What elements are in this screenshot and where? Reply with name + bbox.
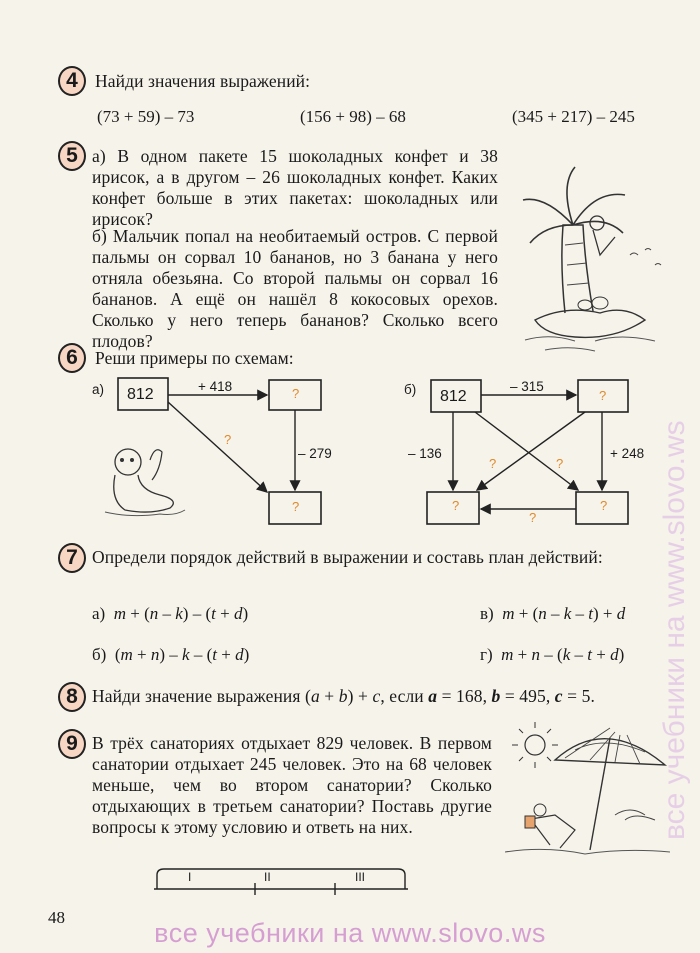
task-number-5: 5 — [58, 141, 86, 171]
scheme-b-unknown-2: ? — [489, 456, 497, 471]
scheme-b-unknown-4: ? — [452, 498, 460, 513]
scheme-b-unknown-3: ? — [556, 456, 564, 471]
bottom-watermark: все учебники на www.slovo.ws — [154, 918, 546, 948]
task7-expression-g-label: г) — [480, 645, 493, 664]
task-number-4: 4 — [58, 66, 86, 96]
task7-expression-a: а) m + (n – k) – (t + d) — [92, 604, 249, 623]
scheme-a-right-edge-label: – 279 — [298, 446, 332, 461]
scheme-a-start-value: 812 — [127, 386, 154, 403]
side-watermark: все учебники на www.slovo.ws — [658, 420, 691, 840]
scheme-a-unknown-2: ? — [224, 432, 232, 447]
scheme-b-unknown-6: ? — [600, 498, 608, 513]
segment-label-1: I — [188, 870, 192, 884]
task-number-8: 8 — [58, 682, 86, 712]
task7-expression-g: г) m + n – (k – t + d) — [480, 645, 625, 664]
beach-illustration — [505, 720, 670, 860]
task4-expression-2: (156 + 98) – 68 — [300, 107, 406, 126]
task9-text: В трёх санаториях отдыхает 829 человек. В первом санатории отдыхает 245 человек. Это на 68 человек меньше, чем во втором санатории? Сколько отдыхающих в третьем санатории? Поставь другие вопросы к этому условию и ответь на них. — [92, 733, 492, 837]
scheme-b-top-edge-label: – 315 — [510, 379, 544, 394]
monkey-illustration — [100, 440, 190, 520]
task7-title: Определи порядок действий в выражении и составь план действий: — [92, 547, 603, 567]
scheme-b-start-value: 812 — [440, 388, 467, 405]
task5-part-b: б) Мальчик попал на необитаемый остров. С первой пальмы он сорвал 10 бананов, но 3 банана у него отняла обезьяна. Со второй пальмы он сорвал 16 бананов. А ещё он нашёл 8 кокосовых орехов. Сколько у него теперь бананов? Сколько всего плодов? — [92, 226, 498, 351]
scheme-b-label: б) — [404, 382, 417, 397]
task4-title: Найди значения выражений: — [95, 71, 311, 91]
island-illustration — [505, 155, 675, 355]
task7-expression-v-label: в) — [480, 604, 494, 623]
segment-label-3: III — [355, 870, 366, 884]
task-number-6: 6 — [58, 343, 86, 373]
task7-expression-b: б) (m + n) – k – (t + d) — [92, 645, 250, 664]
task7-expression-v: в) m + (n – k – t) + d — [480, 604, 626, 623]
scheme-a-unknown-3: ? — [292, 499, 300, 514]
task4-expression-1: (73 + 59) – 73 — [97, 107, 195, 126]
task5-part-a: а) В одном пакете 15 шоколадных конфет и 38 ирисок, а в другом – 26 шоколадных конфет. Каких конфет больше в этих пакетах: шоколадных или ирисок? — [92, 146, 498, 229]
scheme-a-top-edge-label: + 418 — [198, 379, 233, 394]
scheme-b-left-edge-label: – 136 — [408, 446, 442, 461]
scheme-b-right-edge-label: + 248 — [610, 446, 645, 461]
scheme-a-label: а) — [92, 382, 105, 397]
task8-text: Найди значение выражения (a + b) + c, если a = 168, b = 495, c = 5. — [92, 686, 595, 706]
page-number: 48 — [48, 908, 65, 927]
scheme-a-unknown-1: ? — [292, 386, 300, 401]
scheme-b-unknown-5: ? — [529, 510, 537, 525]
task7-expression-a-label: а) — [92, 604, 106, 623]
task6-title: Реши примеры по схемам: — [95, 348, 294, 368]
scheme-b-unknown-1: ? — [599, 388, 607, 403]
task4-expression-3: (345 + 217) – 245 — [512, 107, 635, 126]
task7-expression-b-label: б) — [92, 645, 107, 664]
task-number-9: 9 — [58, 729, 86, 759]
task-number-7: 7 — [58, 543, 86, 573]
segment-label-2: II — [264, 870, 271, 884]
